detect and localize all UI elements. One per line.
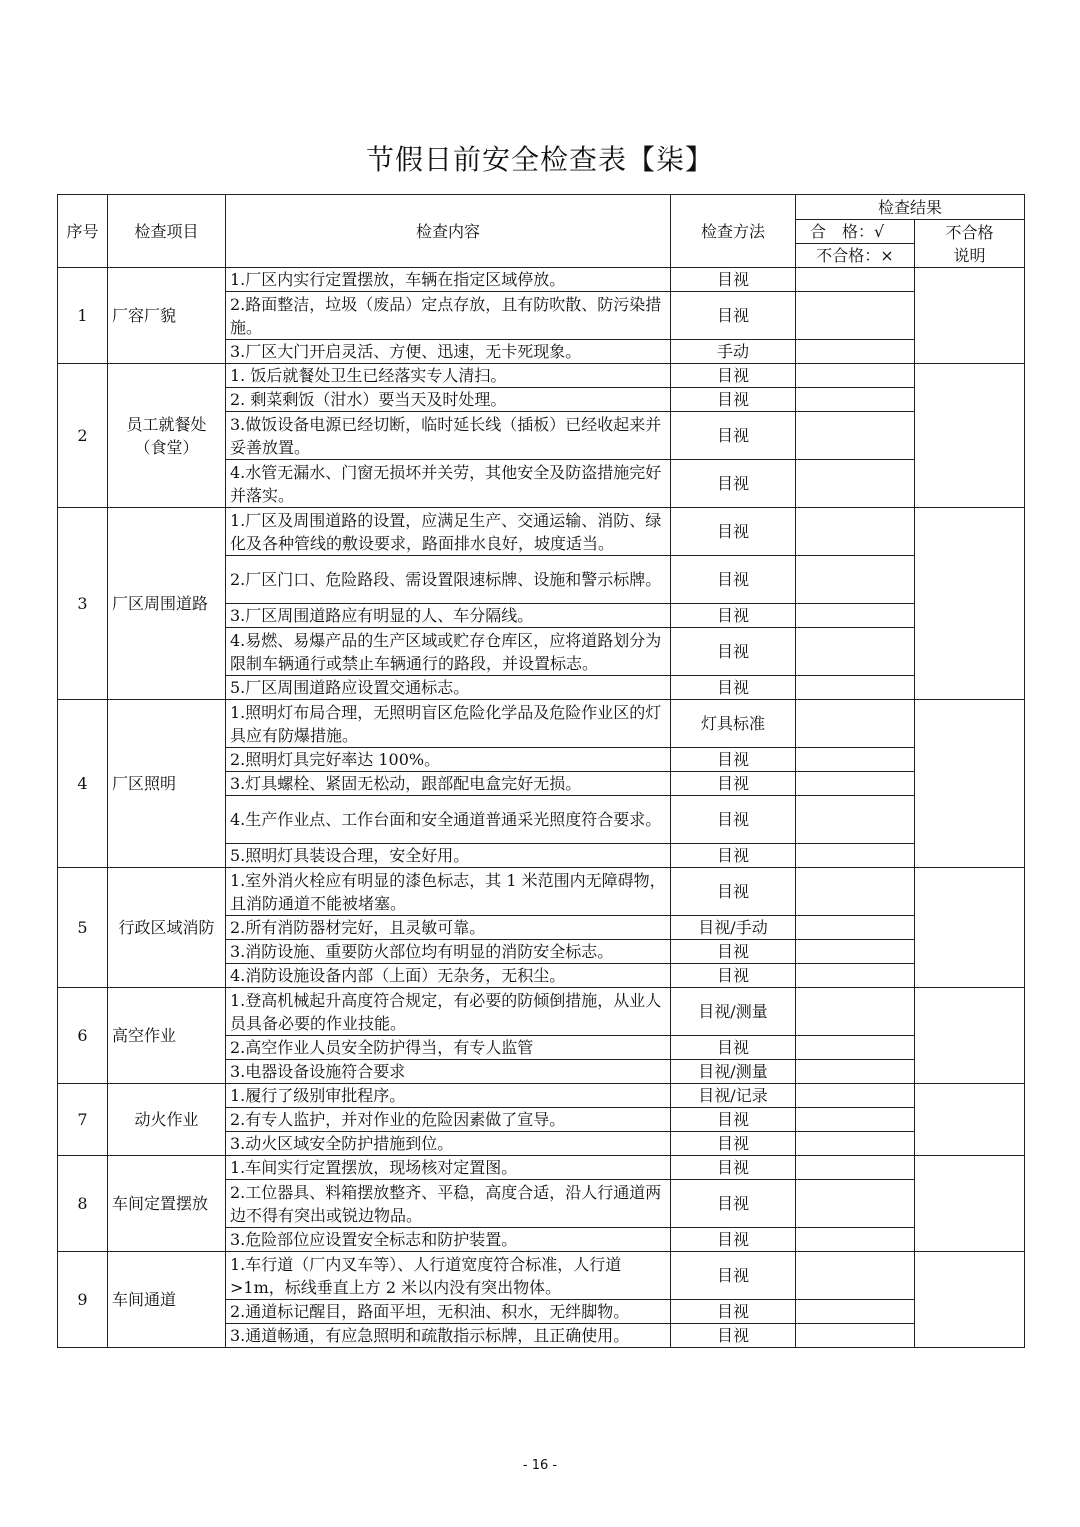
check-method: 目视	[671, 1300, 796, 1324]
check-content: 2.通道标记醒目，路面平坦，无积油、积水，无绊脚物。	[226, 1300, 671, 1324]
check-method: 目视	[671, 1156, 796, 1180]
check-content: 4.消防设施设备内部（上面）无杂务，无积尘。	[226, 964, 671, 988]
check-content: 3.动火区域安全防护措施到位。	[226, 1132, 671, 1156]
check-method: 目视	[671, 604, 796, 628]
result-cell[interactable]	[796, 964, 915, 988]
fail-note-cell[interactable]	[915, 700, 1025, 868]
table-row	[58, 268, 1025, 292]
table-row	[58, 1252, 1025, 1300]
section-number: 9	[58, 1252, 108, 1348]
check-method: 目视/测量	[671, 988, 796, 1036]
result-cell[interactable]	[796, 772, 915, 796]
check-method: 目视	[671, 748, 796, 772]
result-cell[interactable]	[796, 1228, 915, 1252]
result-cell[interactable]	[796, 604, 915, 628]
section-number: 7	[58, 1084, 108, 1156]
check-method: 目视	[671, 868, 796, 916]
section-item: 厂区照明	[108, 700, 226, 868]
result-cell[interactable]	[796, 796, 915, 844]
check-content: 1.履行了级别审批程序。	[226, 1084, 671, 1108]
result-cell[interactable]	[796, 1156, 915, 1180]
check-content: 2.厂区门口、危险路段、需设置限速标牌、设施和警示标牌。	[226, 556, 671, 604]
check-method: 目视	[671, 292, 796, 340]
check-content: 2.所有消防器材完好，且灵敏可靠。	[226, 916, 671, 940]
check-content: 1.厂区及周围道路的设置，应满足生产、交通运输、消防、绿化及各种管线的敷设要求，路面排水良好，坡度适当。	[226, 508, 671, 556]
table-row	[58, 364, 1025, 388]
result-cell[interactable]	[796, 868, 915, 916]
fail-note-cell[interactable]	[915, 868, 1025, 988]
result-cell[interactable]	[796, 1132, 915, 1156]
check-content: 1. 饭后就餐处卫生已经落实专人清扫。	[226, 364, 671, 388]
result-cell[interactable]	[796, 556, 915, 604]
section-item: 行政区域消防	[108, 868, 226, 988]
result-cell[interactable]	[796, 388, 915, 412]
result-cell[interactable]	[796, 1252, 915, 1300]
check-content: 5.照明灯具装设合理，安全好用。	[226, 844, 671, 868]
check-method: 目视/记录	[671, 1084, 796, 1108]
check-content: 4.易燃、易爆产品的生产区域或贮存仓库区，应将道路划分为限制车辆通行或禁止车辆通行的路段，并设置标志。	[226, 628, 671, 676]
check-content: 1.室外消火栓应有明显的漆色标志，其 1 米范围内无障碍物，且消防通道不能被堵塞。	[226, 868, 671, 916]
result-cell[interactable]	[796, 676, 915, 700]
page-number: - 16 -	[522, 1458, 558, 1473]
check-method: 目视	[671, 1132, 796, 1156]
check-content: 3.通道畅通，有应急照明和疏散指示标牌，且正确使用。	[226, 1324, 671, 1348]
section-number: 3	[58, 508, 108, 700]
result-cell[interactable]	[796, 340, 915, 364]
check-content: 2.路面整洁，垃圾（废品）定点存放，且有防吹散、防污染措施。	[226, 292, 671, 340]
section-number: 4	[58, 700, 108, 868]
section-number: 2	[58, 364, 108, 508]
header-pass: 合 格：√	[796, 220, 915, 244]
check-method: 目视	[671, 772, 796, 796]
check-method: 目视	[671, 268, 796, 292]
result-cell[interactable]	[796, 292, 915, 340]
table-row	[58, 1084, 1025, 1108]
result-cell[interactable]	[796, 412, 915, 460]
section-number: 8	[58, 1156, 108, 1252]
section-number: 5	[58, 868, 108, 988]
check-content: 3.电器设备设施符合要求	[226, 1060, 671, 1084]
check-method: 目视	[671, 796, 796, 844]
header-item: 检查项目	[108, 195, 226, 268]
section-item: 员工就餐处（食堂）	[108, 364, 226, 508]
section-number: 6	[58, 988, 108, 1084]
result-cell[interactable]	[796, 988, 915, 1036]
table-row	[58, 868, 1025, 916]
result-cell[interactable]	[796, 364, 915, 388]
check-method: 目视	[671, 1180, 796, 1228]
check-method: 目视	[671, 844, 796, 868]
check-method: 目视	[671, 364, 796, 388]
check-content: 1.照明灯布局合理，无照明盲区危险化学品及危险作业区的灯具应有防爆措施。	[226, 700, 671, 748]
section-item: 厂容厂貌	[108, 268, 226, 364]
table-row	[58, 700, 1025, 748]
check-method: 目视	[671, 388, 796, 412]
check-content: 3.厂区大门开启灵活、方便、迅速，无卡死现象。	[226, 340, 671, 364]
result-cell[interactable]	[796, 1300, 915, 1324]
check-content: 5.厂区周围道路应设置交通标志。	[226, 676, 671, 700]
result-cell[interactable]	[796, 1036, 915, 1060]
header-content: 检查内容	[226, 195, 671, 268]
check-content: 2.照明灯具完好率达 100%。	[226, 748, 671, 772]
result-cell[interactable]	[796, 1060, 915, 1084]
check-method: 目视	[671, 1036, 796, 1060]
fail-note-cell[interactable]	[915, 364, 1025, 508]
inspection-table	[57, 194, 1025, 1348]
table-row	[58, 508, 1025, 556]
section-number: 1	[58, 268, 108, 364]
check-method: 目视	[671, 1252, 796, 1300]
check-content: 1.车间实行定置摆放，现场核对定置图。	[226, 1156, 671, 1180]
check-content: 1.车行道（厂内叉车等）、人行道宽度符合标准，人行道>1m，标线垂直上方 2 米以内没有突出物体。	[226, 1252, 671, 1300]
fail-note-cell[interactable]	[915, 1084, 1025, 1156]
section-item: 车间通道	[108, 1252, 226, 1348]
result-cell[interactable]	[796, 1108, 915, 1132]
result-cell[interactable]	[796, 460, 915, 508]
check-content: 2. 剩菜剩饭（泔水）要当天及时处理。	[226, 388, 671, 412]
check-method: 目视	[671, 508, 796, 556]
check-method: 目视	[671, 1324, 796, 1348]
result-cell[interactable]	[796, 508, 915, 556]
check-method: 目视	[671, 1228, 796, 1252]
header-fail: 不合格：×	[796, 244, 915, 268]
result-cell[interactable]	[796, 628, 915, 676]
result-cell[interactable]	[796, 1180, 915, 1228]
result-cell[interactable]	[796, 748, 915, 772]
check-method: 灯具标准	[671, 700, 796, 748]
check-content: 1.登高机械起升高度符合规定，有必要的防倾倒措施，从业人员具备必要的作业技能。	[226, 988, 671, 1036]
check-content: 4.水管无漏水、门窗无损坏并关劳，其他安全及防盗措施完好并落实。	[226, 460, 671, 508]
header-result: 检查结果	[796, 195, 1025, 220]
check-content: 3.做饭设备电源已经切断，临时延长线（插板）已经收起来并妥善放置。	[226, 412, 671, 460]
header-fail-note: 不合格 说明	[915, 220, 1025, 268]
check-method: 目视/测量	[671, 1060, 796, 1084]
table-row	[58, 988, 1025, 1036]
fail-note-cell[interactable]	[915, 268, 1025, 364]
check-method: 目视	[671, 676, 796, 700]
section-item: 高空作业	[108, 988, 226, 1084]
check-content: 2.有专人监护，并对作业的危险因素做了宣导。	[226, 1108, 671, 1132]
table-row	[58, 1156, 1025, 1180]
check-method: 目视/手动	[671, 916, 796, 940]
result-cell[interactable]	[796, 268, 915, 292]
table-body	[58, 268, 1025, 1348]
result-cell[interactable]	[796, 916, 915, 940]
check-content: 2.高空作业人员安全防护得当，有专人监管	[226, 1036, 671, 1060]
check-content: 3.厂区周围道路应有明显的人、车分隔线。	[226, 604, 671, 628]
fail-note-cell[interactable]	[915, 988, 1025, 1084]
check-method: 手动	[671, 340, 796, 364]
check-method: 目视	[671, 556, 796, 604]
section-item: 厂区周围道路	[108, 508, 226, 700]
section-item: 车间定置摆放	[108, 1156, 226, 1252]
header-method: 检查方法	[671, 195, 796, 268]
check-method: 目视	[671, 940, 796, 964]
check-content: 1.厂区内实行定置摆放，车辆在指定区域停放。	[226, 268, 671, 292]
check-method: 目视	[671, 1108, 796, 1132]
check-content: 3.灯具螺栓、紧固无松动，跟部配电盒完好无损。	[226, 772, 671, 796]
check-content: 4.生产作业点、工作台面和安全通道普通采光照度符合要求。	[226, 796, 671, 844]
section-item: 动火作业	[108, 1084, 226, 1156]
result-cell[interactable]	[796, 940, 915, 964]
check-content: 3.危险部位应设置安全标志和防护装置。	[226, 1228, 671, 1252]
fail-note-cell[interactable]	[915, 508, 1025, 700]
check-content: 3.消防设施、重要防火部位均有明显的消防安全标志。	[226, 940, 671, 964]
page-title: 节假日前安全检查表【柒】	[365, 143, 714, 176]
result-cell[interactable]	[796, 1324, 915, 1348]
fail-note-cell[interactable]	[915, 1156, 1025, 1252]
result-cell[interactable]	[796, 700, 915, 748]
check-method: 目视	[671, 964, 796, 988]
header-no: 序号	[58, 195, 108, 268]
check-method: 目视	[671, 460, 796, 508]
fail-note-cell[interactable]	[915, 1252, 1025, 1348]
check-method: 目视	[671, 628, 796, 676]
result-cell[interactable]	[796, 1084, 915, 1108]
result-cell[interactable]	[796, 844, 915, 868]
check-content: 2.工位器具、料箱摆放整齐、平稳，高度合适，沿人行通道两边不得有突出或锐边物品。	[226, 1180, 671, 1228]
check-method: 目视	[671, 412, 796, 460]
